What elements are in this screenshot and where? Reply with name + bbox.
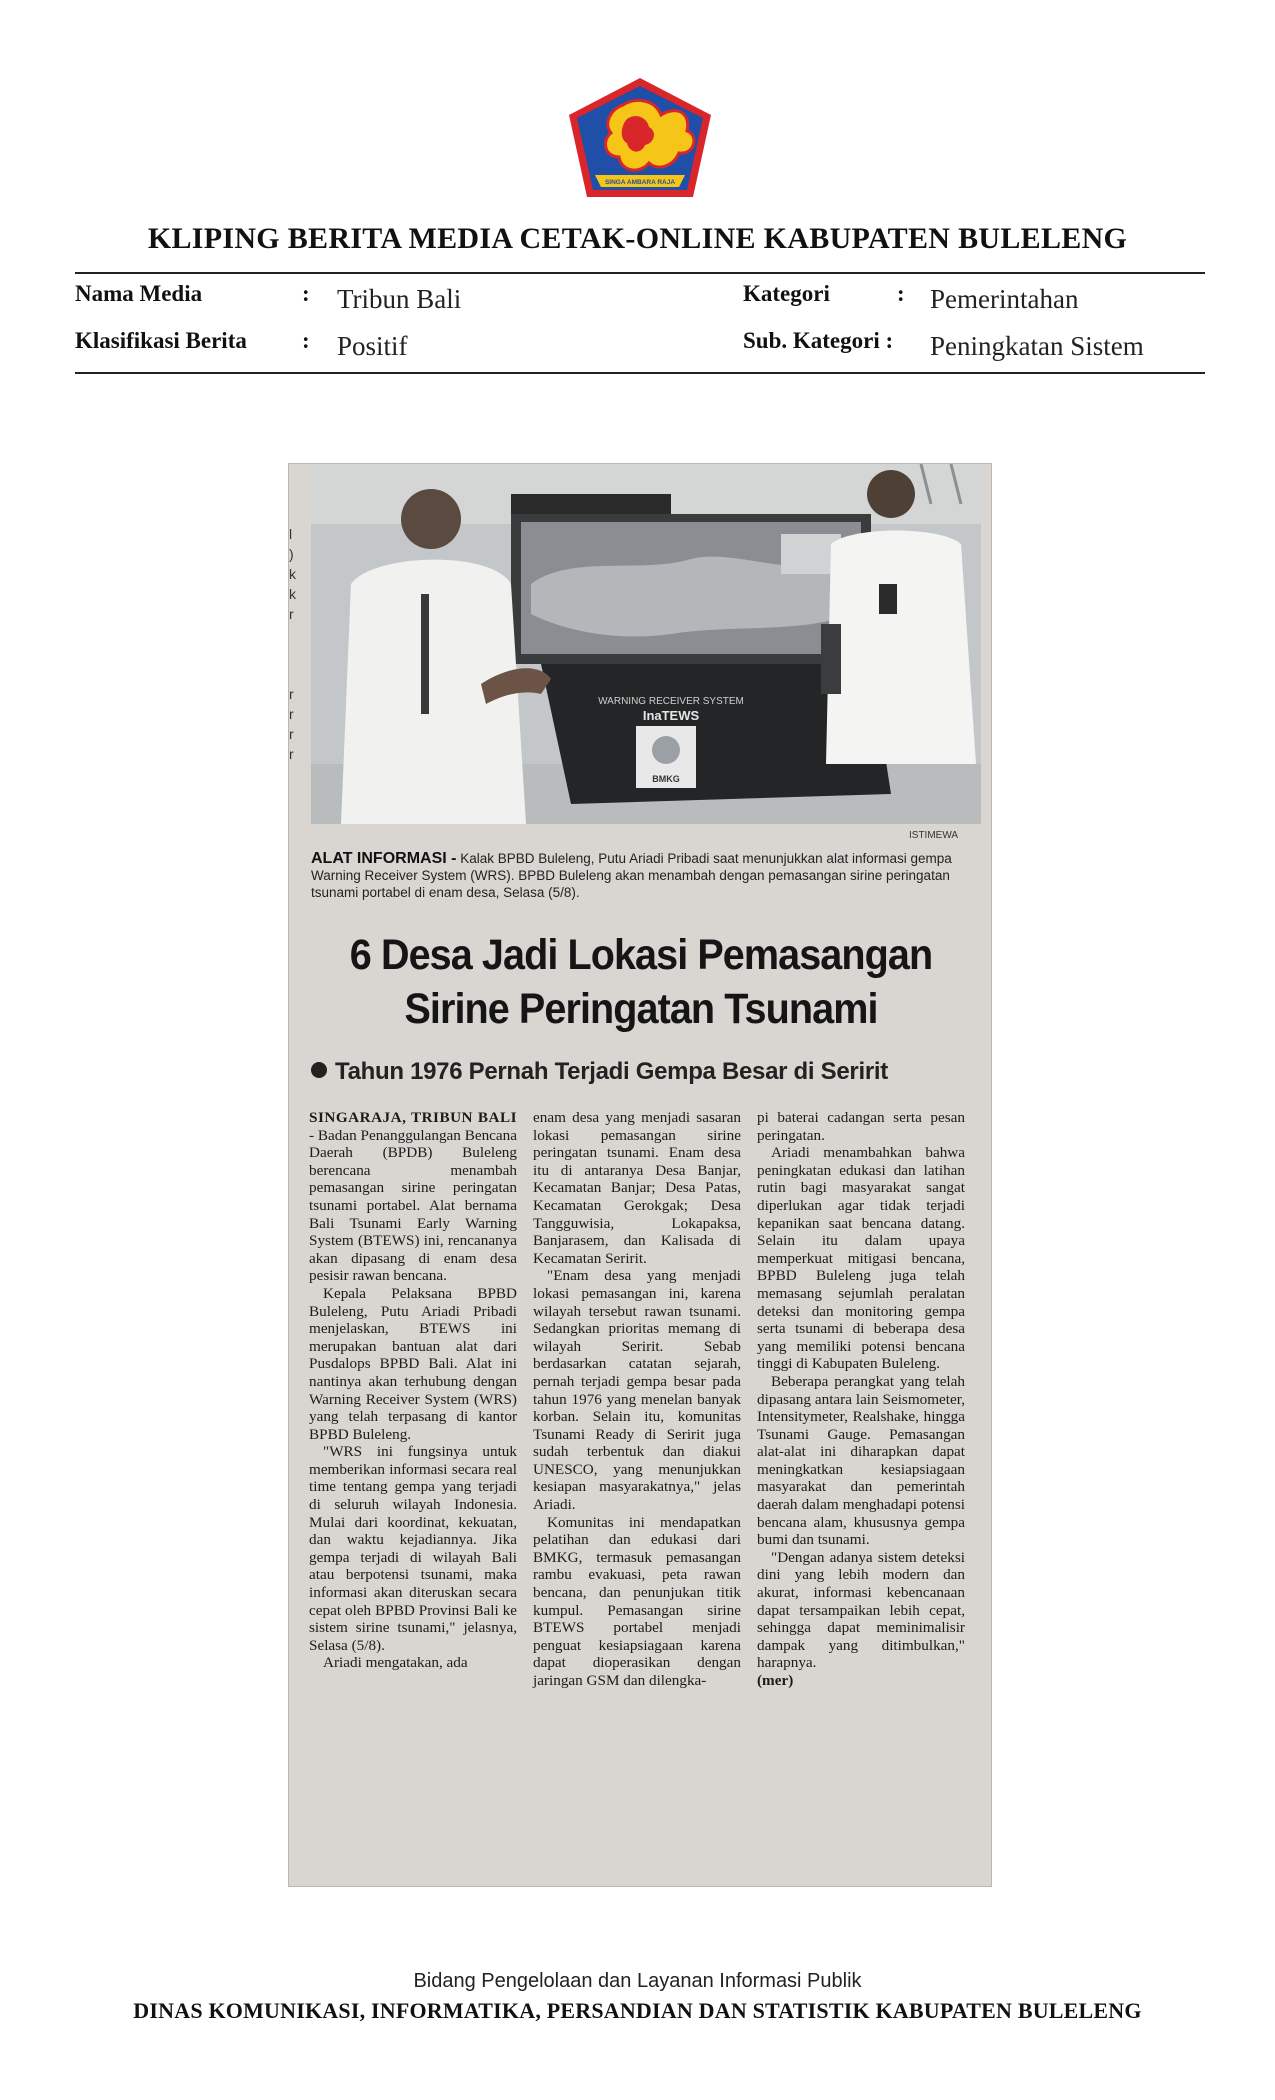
svg-text:InaTEWS: InaTEWS [642,708,700,723]
article-photo [311,464,981,824]
subhead-text: Tahun 1976 Pernah Terjadi Gempa Besar di Seririt [335,1058,888,1085]
article-subheadline [311,1058,888,1086]
svg-text:BMKG: BMKG [652,774,680,784]
paragraph: SINGARAJA, TRIBUN BALI - Badan Penanggulangan Bencana Daerah (BPDB) Buleleng berencana menambah pemasangan sirine peringatan tsunami portabel. Alat bernama Bali Tsunami Early Warning System (BTEWS) ini, rencananya akan dipasang di enam desa pesisir rawan bencana. [309,1109,517,1285]
paragraph: "Dengan adanya sistem deteksi dini yang lebih modern dan akurat, informasi kebencanaan dapat tersampaikan lebih cepat, sehingga dapat meminimalisir dampak yang ditimbulkan," harapnya. [757,1548,965,1672]
nama-media-value: Tribun Bali [337,284,462,314]
nama-media-label: Nama Media [75,281,203,306]
paragraph: pi baterai cadangan serta pesan peringatan. [757,1109,965,1144]
kategori-label: Kategori [743,281,830,306]
paragraph: "Enam desa yang menjadi lokasi pemasangan ini, karena wilayah tersebut rawan tsunami. Sedangkan prioritas memang di wilayah Seririt. Sebab berdasarkan catatan sejarah, pernah terjadi gempa besar pada tahun 1976 yang menelan banyak korban. Selain itu, komunitas Tsunami Ready di Seririt juga sudah terbentuk dan diakui UNESCO, yang menunjukkan kesiapan masyarakatnya," jelas Ariadi. [533,1267,741,1514]
article-headline [317,928,965,1036]
kategori-colon: : [897,281,905,306]
sub-kategori-label: Sub. Kategori : [743,328,894,353]
headline-line-1: 6 Desa Jadi Lokasi Pemasangan [349,931,933,979]
article-column-3 [757,1109,965,1690]
header-top-divider [75,272,1205,274]
svg-text:WARNING RECEIVER SYSTEM: WARNING RECEIVER SYSTEM [598,696,744,707]
author-initials: (mer) [757,1672,794,1689]
paragraph: Komunitas ini mendapatkan pelatihan dan edukasi dari BMKG, termasuk pemasangan rambu evakuasi, peta rawan bencana, dan penunjukan titik kumpul. Pemasangan sirine BTEWS portabel menjadi penguat kesiapsiagaan karena dapat dioperasikan dengan jaringan GSM dan dilengka- [533,1513,741,1689]
footer-division: Bidang Pengelolaan dan Layanan Informasi Publik [413,1970,862,1992]
photo-caption [311,850,981,901]
paragraph: enam desa yang menjadi sasaran lokasi pemasangan sirine peringatan tsunami. Enam desa itu di antaranya Desa Banjar, Kecamatan Banjar; Desa Patas, Kecamatan Gerokgak; Desa Tangguwisia, Lokapaksa, Banjarasem, dan Kalisada di Kecamatan Seririt. [533,1109,741,1267]
article-column-2 [533,1109,741,1690]
bullet-icon [311,1062,327,1078]
paragraph: Kepala Pelaksana BPBD Buleleng, Putu Ariadi Pribadi menjelaskan, BTEWS ini merupakan bantuan alat dari Pusdalops BPBD Bali. Alat ini nantinya akan terhubung dengan Warning Receiver System (WRS) yang telah terpasang di kantor BPBD Buleleng. [309,1284,517,1443]
klasifikasi-value: Positif [337,331,408,361]
page-title: KLIPING BERITA MEDIA CETAK-ONLINE KABUPATEN BULELENG [147,222,1128,255]
paragraph: Ariadi mengatakan, ada [323,1654,468,1672]
header-bottom-divider [75,372,1205,374]
sub-kategori-value: Peningkatan Sistem [930,331,1144,361]
dateline: SINGARAJA, TRIBUN BALI [309,1109,517,1126]
paragraph: "WRS ini fungsinya untuk memberikan informasi secara real time tentang gempa yang terjadi di seluruh wilayah Indonesia. Mulai dari koordinat, kekuatan, dan waktu kejadiannya. Jika gempa terjadi di wilayah Bali atau berpotensi tsunami, maka informasi akan diteruskan secara cepat oleh BPBD Provinsi Bali ke sistem sirine tsunami," jelasnya, Selasa (5/8). [309,1443,517,1654]
svg-text:SINGA AMBARA RAJA: SINGA AMBARA RAJA [604,179,676,186]
article-column-1 [309,1109,517,1672]
regency-logo [565,75,715,201]
nama-media-colon: : [302,281,310,306]
klasifikasi-label: Klasifikasi Berita [75,328,247,353]
photo-credit: ISTIMEWA [909,830,959,841]
kategori-value: Pemerintahan [930,284,1079,314]
caption-lead: ALAT INFORMASI - [311,850,457,867]
paragraph: Ariadi menambahkan bahwa peningkatan edukasi dan latihan rutin bagi masyarakat sangat diperlukan agar tidak terjadi kepanikan saat bencana datang. Selain itu dalam upaya memperkuat mitigasi bencana, BPBD Buleleng juga telah memasang sejumlah peralatan deteksi dan monitoring gempa serta tsunami di beberapa desa yang memiliki potensi bencana tinggi di Kabupaten Buleleng. [757,1144,965,1373]
klasifikasi-colon: : [302,328,310,353]
newspaper-clipping [288,463,992,1887]
singa-ambara-raja-emblem-icon [565,75,715,201]
paragraph: Beberapa perangkat yang telah dipasang antara lain Seismometer, Intensitymeter, Realshake, hingga Tsunami Gauge. Pemasangan alat-alat ini diharapkan dapat meningkatkan kesiapsiagaan masyarakat dan pemerintah daerah dalam menghadapi potensi bencana alam, khususnya gempa bumi dan tsunami. [757,1372,965,1549]
officials-with-warning-receiver-photo-icon [311,464,981,824]
caption-text: Kalak BPBD Buleleng, Putu Ariadi Pribadi saat menunjukkan alat informasi gempa Warning Receiver System (WRS). BPBD Buleleng akan menambah dengan pemasangan sirine peringatan tsunami portabel di enam desa, Selasa (5/8). [311,851,952,900]
adjacent-column-fragment: l ) k k r r r r r [289,526,296,762]
headline-line-2: Sirine Peringatan Tsunami [404,985,878,1033]
footer-agency: DINAS KOMUNIKASI, INFORMATIKA, PERSANDIAN DAN STATISTIK KABUPATEN BULELENG [133,1998,1142,2023]
